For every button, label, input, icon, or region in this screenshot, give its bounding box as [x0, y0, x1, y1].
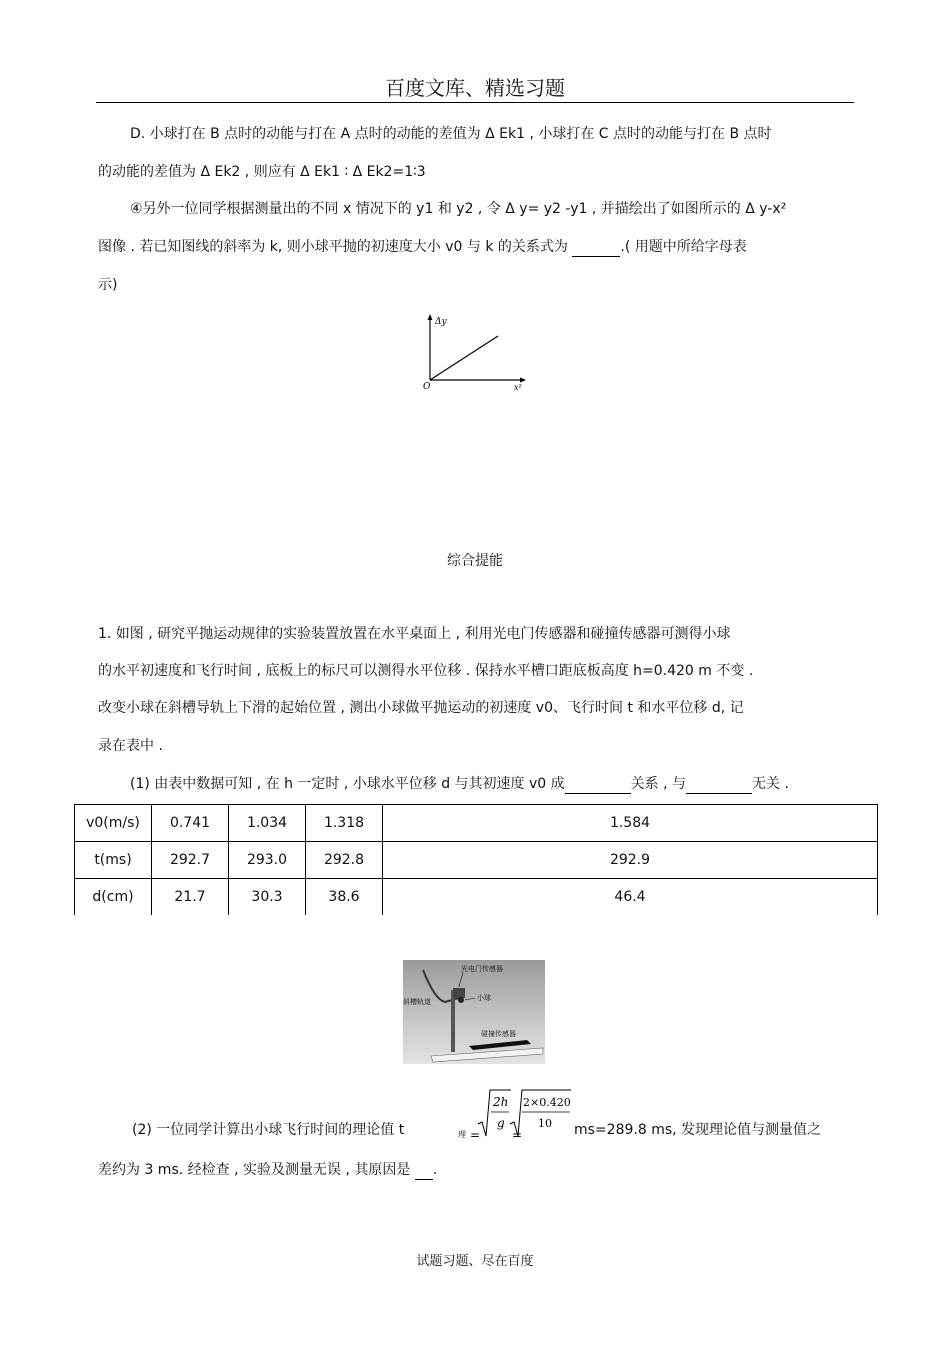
equals-sign: = [470, 1128, 481, 1142]
answer-blank-v0[interactable] [572, 242, 620, 257]
photogate-box [453, 988, 465, 998]
problem1-line-4: 录在表中 . [98, 738, 163, 754]
label-track: 斜槽轨道 [403, 998, 431, 1006]
section-title: 综合提能 [447, 553, 503, 569]
question-1-c: 无关 . [752, 776, 789, 792]
question-2-a: (2) 一位同学计算出小球飞行时间的理论值 t [132, 1122, 405, 1138]
table-cell: 1.034 [229, 805, 306, 842]
fraction-denominator: 10 [538, 1117, 552, 1130]
answer-blank-reason[interactable] [415, 1165, 433, 1180]
apparatus-photo [403, 960, 545, 1064]
data-table [74, 804, 878, 915]
table-cell: 0.741 [152, 805, 229, 842]
table-row [75, 842, 878, 879]
text-line-4-b: .( 用题中所给字母表 [620, 239, 747, 255]
row-header: d(cm) [75, 879, 152, 916]
question-1-b: 关系 , 与 [630, 776, 686, 792]
question-2-b: ms=289.8 ms, 发现理论值与测量值之 [574, 1122, 822, 1138]
header-divider [96, 102, 854, 103]
fraction-numerator: 2×0.420 [523, 1096, 571, 1109]
text-line-4-a: 图像 . 若已知图线的斜率为 k, 则小球平抛的初速度大小 v0 与 k 的关系式为 [98, 239, 568, 255]
stand-pole [451, 990, 455, 1052]
label-photogate-sensor: 光电门传感器 [461, 965, 503, 973]
label-ball: 小球 [477, 994, 491, 1002]
theory-subscript: 理 [458, 1130, 466, 1139]
text-line-3: ④另外一位同学根据测量出的不同 x 情况下的 y1 和 y2 , 令 Δ y= y2 -y1 , 并描绘出了如图所示的 Δ y-x² [130, 201, 787, 217]
table-cell: 292.8 [306, 842, 383, 879]
row-header: t(ms) [75, 842, 152, 879]
graph-x-label: x² [514, 383, 522, 392]
page-footer: 试题习题、尽在百度 [416, 1254, 534, 1269]
question-2-c [98, 1160, 437, 1180]
equals-sign: = [512, 1128, 523, 1142]
graph-y-label: Δy [435, 317, 447, 327]
text-line-1: D. 小球打在 B 点时的动能与打在 A 点时的动能的差值为 Δ Ek1 , 小球打在 C 点时的动能与打在 B 点时 [130, 126, 772, 142]
graph-y-arrow [428, 314, 433, 320]
table-cell: 292.7 [152, 842, 229, 879]
table-cell: 38.6 [306, 879, 383, 916]
text-line-4 [98, 237, 747, 257]
fraction-denominator: g [497, 1116, 505, 1130]
question-2-d-text: . [432, 1162, 438, 1178]
table-cell: 293.0 [229, 842, 306, 879]
table-row [75, 805, 878, 842]
page-header-title: 百度文库、精选习题 [385, 76, 565, 100]
answer-blank-relation[interactable] [565, 779, 631, 794]
table-cell: 1.584 [383, 805, 878, 842]
graph-origin-label: O [423, 382, 431, 392]
text-line-2: 的动能的差值为 Δ Ek2 , 则应有 Δ Ek1 ∶ Δ Ek2=1∶3 [98, 164, 426, 180]
ball-icon [458, 997, 464, 1003]
sqrt-numeric-fraction [508, 1088, 572, 1140]
table-cell: 1.318 [306, 805, 383, 842]
sqrt-2h-over-g [476, 1088, 512, 1140]
problem1-line-3: 改变小球在斜槽导轨上下滑的起始位置 , 测出小球做平抛运动的初速度 v0、飞行时间 t 和水平位移 d, 记 [98, 700, 744, 716]
table-cell: 30.3 [229, 879, 306, 916]
question-2-c-text: 差约为 3 ms. 经检查 , 实验及测量无误 , 其原因是 [98, 1162, 411, 1178]
problem1-line-1: 1. 如图 , 研究平抛运动规律的实验装置放置在水平桌面上 , 利用光电门传感器和碰撞传感器可测得小球 [98, 626, 731, 642]
table-cell: 46.4 [383, 879, 878, 916]
delta-y-x2-graph [418, 312, 530, 394]
table-cell: 292.9 [383, 842, 878, 879]
table-row [75, 879, 878, 916]
problem1-line-2: 的水平初速度和飞行时间 , 底板上的标尺可以测得水平位移 . 保持水平槽口距底板高度 h=0.420 m 不变 . [98, 663, 754, 679]
row-header: v0(m/s) [75, 805, 152, 842]
question-1 [130, 774, 789, 794]
label-collision-sensor: 碰撞传感器 [481, 1030, 516, 1038]
fraction-numerator: 2h [493, 1095, 509, 1109]
graph-line [430, 336, 498, 380]
answer-blank-unrelated[interactable] [686, 779, 752, 794]
text-line-5: 示) [98, 277, 118, 293]
table-cell: 21.7 [152, 879, 229, 916]
question-1-a: (1) 由表中数据可知 , 在 h 一定时 , 小球水平位移 d 与其初速度 v0 成 [130, 776, 565, 792]
graph-x-arrow [520, 378, 526, 383]
